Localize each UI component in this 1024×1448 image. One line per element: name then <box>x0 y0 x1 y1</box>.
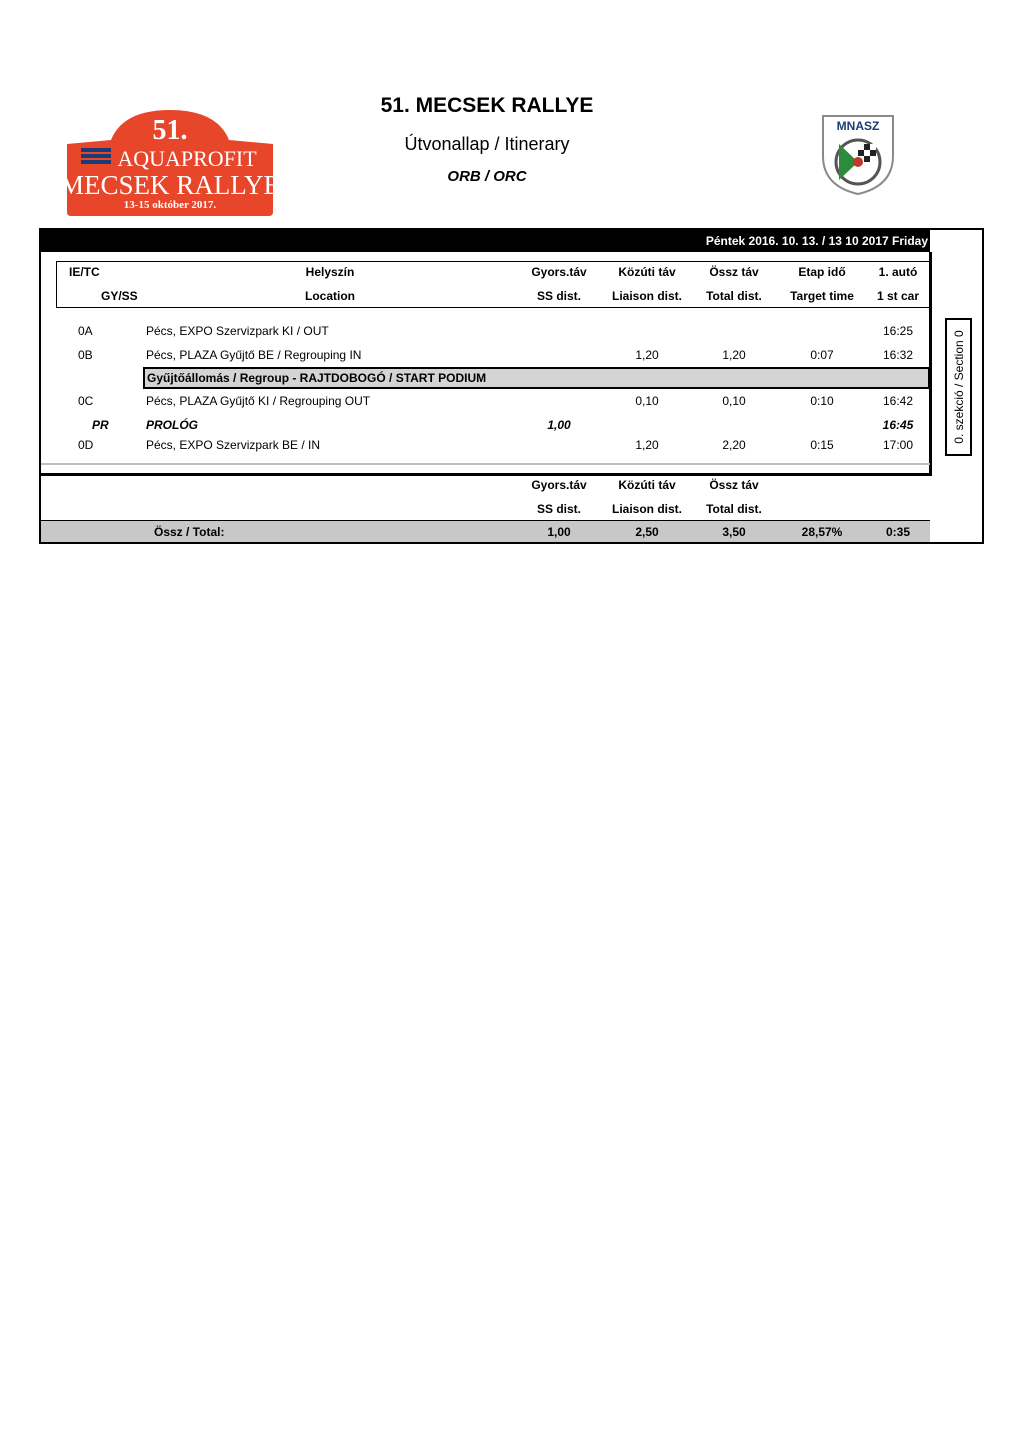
row-first-car: 16:45 <box>882 418 914 432</box>
row-code-stage: PR <box>92 418 109 432</box>
total-ss: 1,00 <box>547 525 571 539</box>
row-liaison: 0,10 <box>635 394 659 408</box>
regroup-label: Gyűjtőállomás / Regroup - RAJTDOBOGÓ / START PODIUM <box>147 371 487 385</box>
date-label: Péntek 2016. 10. 13. / 13 10 2017 Friday <box>705 234 928 248</box>
page-title: 51. MECSEK RALLYE <box>380 94 594 117</box>
row-target: 0:10 <box>810 394 834 408</box>
row-location: Pécs, PLAZA Gyűjtő BE / Regrouping IN <box>146 348 362 362</box>
row-liaison: 1,20 <box>635 348 659 362</box>
row-first-car: 16:42 <box>882 394 914 408</box>
col-header-tc: IE/TC <box>69 265 100 279</box>
summary-header-liaison-en: Liaison dist. <box>611 502 682 516</box>
row-location: Pécs, EXPO Szervizpark BE / IN <box>146 438 321 452</box>
svg-text:51.: 51. <box>152 115 188 146</box>
col-header-target-en: Target time <box>790 289 854 303</box>
svg-text:MNASZ: MNASZ <box>836 119 880 133</box>
svg-text:MECSEK RALLYE: MECSEK RALLYE <box>67 170 273 200</box>
summary-header-total-hu: Össz táv <box>709 478 759 492</box>
section-label-wrap <box>945 318 972 456</box>
row-code: 0B <box>78 348 93 362</box>
row-code: 0A <box>78 324 93 338</box>
row-code: 0D <box>78 438 94 452</box>
divider <box>41 463 930 465</box>
row-target: 0:07 <box>810 348 834 362</box>
row-first-car: 16:32 <box>882 348 914 362</box>
col-header-location-hu: Helyszín <box>305 265 355 279</box>
col-header-target-hu: Etap idő <box>798 265 846 279</box>
mnasz-logo <box>821 114 895 196</box>
row-target: 0:15 <box>810 438 834 452</box>
rally-logo <box>67 110 273 216</box>
row-location: Pécs, EXPO Szervizpark KI / OUT <box>146 324 329 338</box>
row-total: 2,20 <box>722 438 746 452</box>
summary-header-ss-hu: Gyors.táv <box>531 478 587 492</box>
total-percent: 28,57% <box>801 525 843 539</box>
section-label: 0. szekció / Section 0 <box>951 330 966 444</box>
col-header-first-en: 1 st car <box>876 289 920 303</box>
row-liaison: 1,20 <box>635 438 659 452</box>
summary-header-total-en: Total dist. <box>706 502 762 516</box>
total-time: 0:35 <box>885 525 911 539</box>
row-total: 1,20 <box>722 348 746 362</box>
total-liaison: 2,50 <box>635 525 659 539</box>
col-header-liaison-hu: Közúti táv <box>618 265 676 279</box>
total-distance: 3,50 <box>722 525 746 539</box>
row-total: 0,10 <box>722 394 746 408</box>
page-subtitle: Útvonallap / Itinerary <box>404 134 570 154</box>
col-header-liaison-en: Liaison dist. <box>611 289 682 303</box>
svg-text:13-15 október 2017.: 13-15 október 2017. <box>123 199 217 211</box>
total-label: Össz / Total: <box>154 525 225 539</box>
col-header-ss-en: SS dist. <box>536 289 581 303</box>
row-ss-dist: 1,00 <box>547 418 571 432</box>
col-header-location-en: Location <box>305 289 355 303</box>
summary-header-ss-en: SS dist. <box>536 502 581 516</box>
col-header-ss-hu: Gyors.táv <box>531 265 587 279</box>
summary-header-liaison-hu: Közúti táv <box>618 478 676 492</box>
row-location: Pécs, PLAZA Gyűjtő KI / Regrouping OUT <box>146 394 371 408</box>
col-header-ss-code: GY/SS <box>101 289 138 303</box>
category-label: ORB / ORC <box>447 168 527 185</box>
col-header-total-en: Total dist. <box>706 289 762 303</box>
col-header-first-hu: 1. autó <box>878 265 918 279</box>
row-first-car: 16:25 <box>882 324 914 338</box>
row-first-car: 17:00 <box>882 438 914 452</box>
svg-text:AQUAPROFIT: AQUAPROFIT <box>117 146 257 171</box>
col-header-total-hu: Össz táv <box>709 265 759 279</box>
row-code: 0C <box>78 394 94 408</box>
row-location-stage: PROLÓG <box>146 418 199 432</box>
